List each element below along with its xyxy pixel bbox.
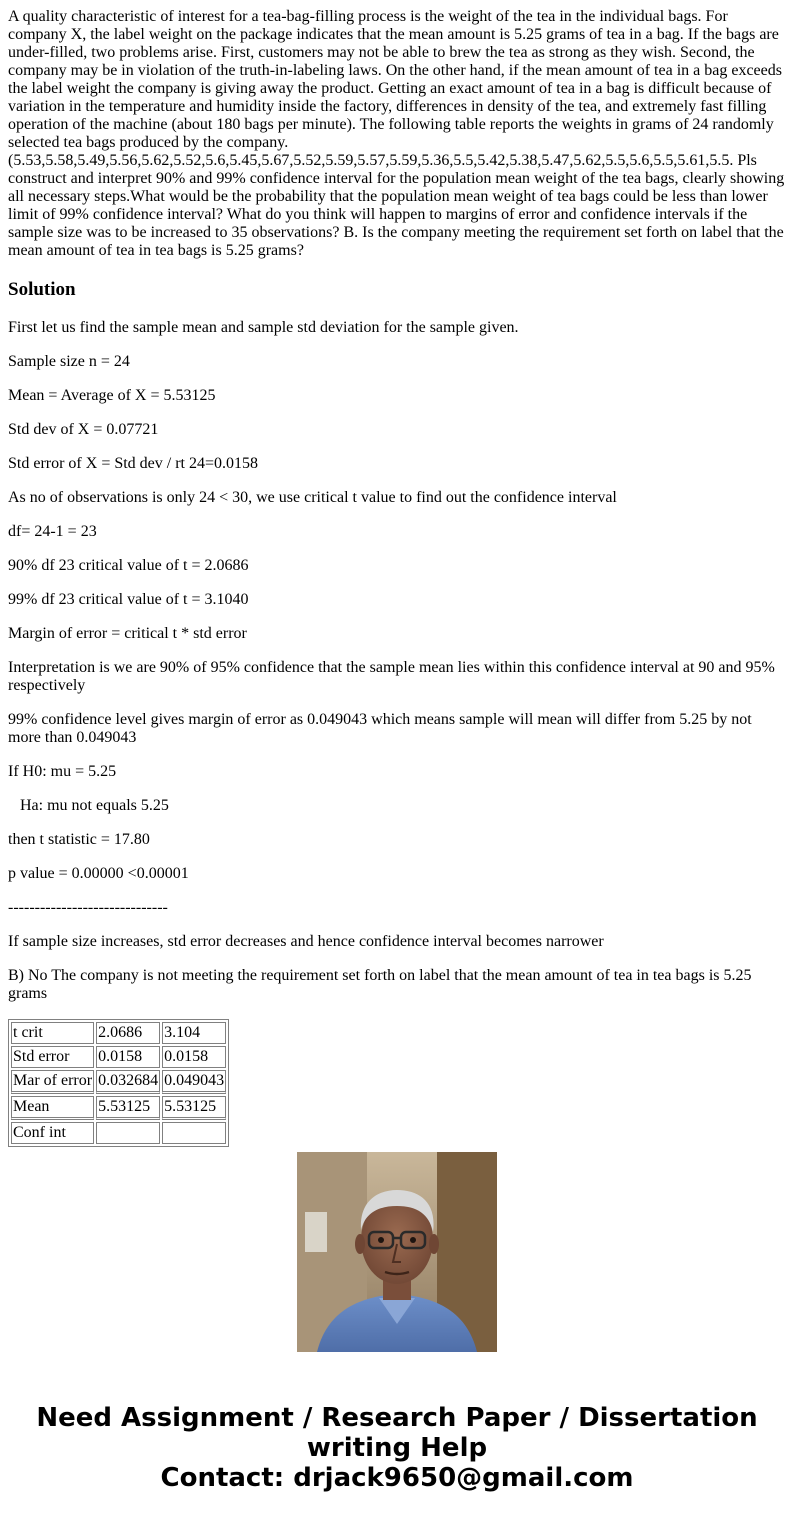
table-cell: 2.0686 <box>96 1022 160 1044</box>
table-cell: 5.53125 <box>96 1096 160 1120</box>
table-cell-label: Mean <box>11 1096 94 1120</box>
table-cell: 0.0158 <box>96 1046 160 1068</box>
solution-paragraph: First let us find the sample mean and sample std deviation for the sample given. <box>8 319 519 336</box>
solution-paragraph: Mean = Average of X = 5.53125 <box>8 387 216 404</box>
solution-paragraph: 99% confidence level gives margin of error as 0.049043 which means sample will mean will differ from 5.25 by not more than 0.049043 <box>8 711 752 746</box>
table-cell: 0.032684 <box>96 1070 160 1094</box>
solution-paragraph: Interpretation is we are 90% of 95% confidence that the sample mean lies within this confidence interval at 90 and 95% respectively <box>8 659 775 694</box>
table-cell <box>96 1122 160 1144</box>
solution-heading: Solution <box>8 279 76 300</box>
question-text: A quality characteristic of interest for a tea-bag-filling process is the weight of the tea in the individual bags. For company X, the label weight on the package indicates that the mean amount is 5.25 grams of tea in a bag. If the bags are under-filled, two problems arise. First, customers may not be able to brew the tea as strong as they wish. Second, the company may be in violation of the truth-in-labeling laws. On the other hand, if the mean amount of tea in a bag exceeds the label weight the company is giving away the product. Getting an exact amount of tea in a bag is difficult because of variation in the temperature and humidity inside the factory, differences in density of the tea, and extremely fast filling operation of the machine (about 180 bags per minute). The following table reports the weights in grams of 24 randomly selected tea bags produced by the company. (5.53,5.58,5.49,5.56,5.62,5.52,5.6,5.45,5.67,5.52,5.59,5.57,5.59,5.36,5.5,5.42,5.38,5.47,5.62,5.5,5.6,5.5,5.61,5.5. Pls construct and interpret 90% and 99% confidence interval for the population mean weight of the tea bags, clearly showing all necessary steps.What would be the probability that the population mean weight of tea bags could be less than lower limit of 99% confidence interval? What do you think will happen to margins of error and confidence intervals if the sample size was to be increased to 35 observations? B. Is the company meeting the requirement set forth on label that the mean amount of tea in tea bags is 5.25 grams? <box>8 8 785 259</box>
footer-line: Need Assignment / Research Paper / Dissertation <box>36 1403 758 1433</box>
solution-body <box>8 319 786 1003</box>
solution-paragraph: 90% df 23 critical value of t = 2.0686 <box>8 557 249 574</box>
table-row <box>11 1046 226 1068</box>
table-cell-label: Std error <box>11 1046 94 1068</box>
table-cell: 0.049043 <box>162 1070 226 1094</box>
solution-paragraph: If sample size increases, std error decreases and hence confidence interval becomes narrower <box>8 933 604 950</box>
solution-paragraph: Ha: mu not equals 5.25 <box>20 797 169 814</box>
table-cell-label: Mar of error <box>11 1070 94 1094</box>
table-row <box>11 1070 226 1094</box>
table-row <box>11 1022 226 1044</box>
solution-divider: ------------------------------ <box>8 899 168 916</box>
table-cell: 0.0158 <box>162 1046 226 1068</box>
results-table <box>8 1019 229 1147</box>
solution-paragraph: then t statistic = 17.80 <box>8 831 150 848</box>
table-cell <box>162 1122 226 1144</box>
solution-paragraph: As no of observations is only 24 < 30, we use critical t value to find out the confidence interval <box>8 489 617 506</box>
table-cell: 3.104 <box>162 1022 226 1044</box>
solution-paragraph: p value = 0.00000 <0.00001 <box>8 865 189 882</box>
solution-paragraph: df= 24-1 = 23 <box>8 523 97 540</box>
footer-contact: Contact: drjack9650@gmail.com <box>160 1463 634 1493</box>
solution-paragraph: Margin of error = critical t * std error <box>8 625 247 642</box>
table-row <box>11 1122 226 1144</box>
document-body <box>8 8 786 1141</box>
table-row <box>11 1096 226 1120</box>
footer-line: writing Help <box>306 1433 488 1463</box>
solution-paragraph: 99% df 23 critical value of t = 3.1040 <box>8 591 249 608</box>
solution-paragraph: B) No The company is not meeting the requirement set forth on label that the mean amount of tea in tea bags is 5.25 grams <box>8 967 752 1002</box>
author-avatar <box>297 1152 497 1352</box>
table-cell-label: t crit <box>11 1022 94 1044</box>
results-table-container <box>8 1019 786 1141</box>
solution-paragraph: If H0: mu = 5.25 <box>8 763 117 780</box>
solution-paragraph: Std error of X = Std dev / rt 24=0.0158 <box>8 455 259 472</box>
table-cell-label: Conf int <box>11 1122 94 1144</box>
promo-footer <box>0 1403 794 1493</box>
solution-paragraph: Sample size n = 24 <box>8 353 130 370</box>
table-cell: 5.53125 <box>162 1096 226 1120</box>
avatar-portrait-image <box>297 1152 497 1352</box>
solution-paragraph: Std dev of X = 0.07721 <box>8 421 159 438</box>
